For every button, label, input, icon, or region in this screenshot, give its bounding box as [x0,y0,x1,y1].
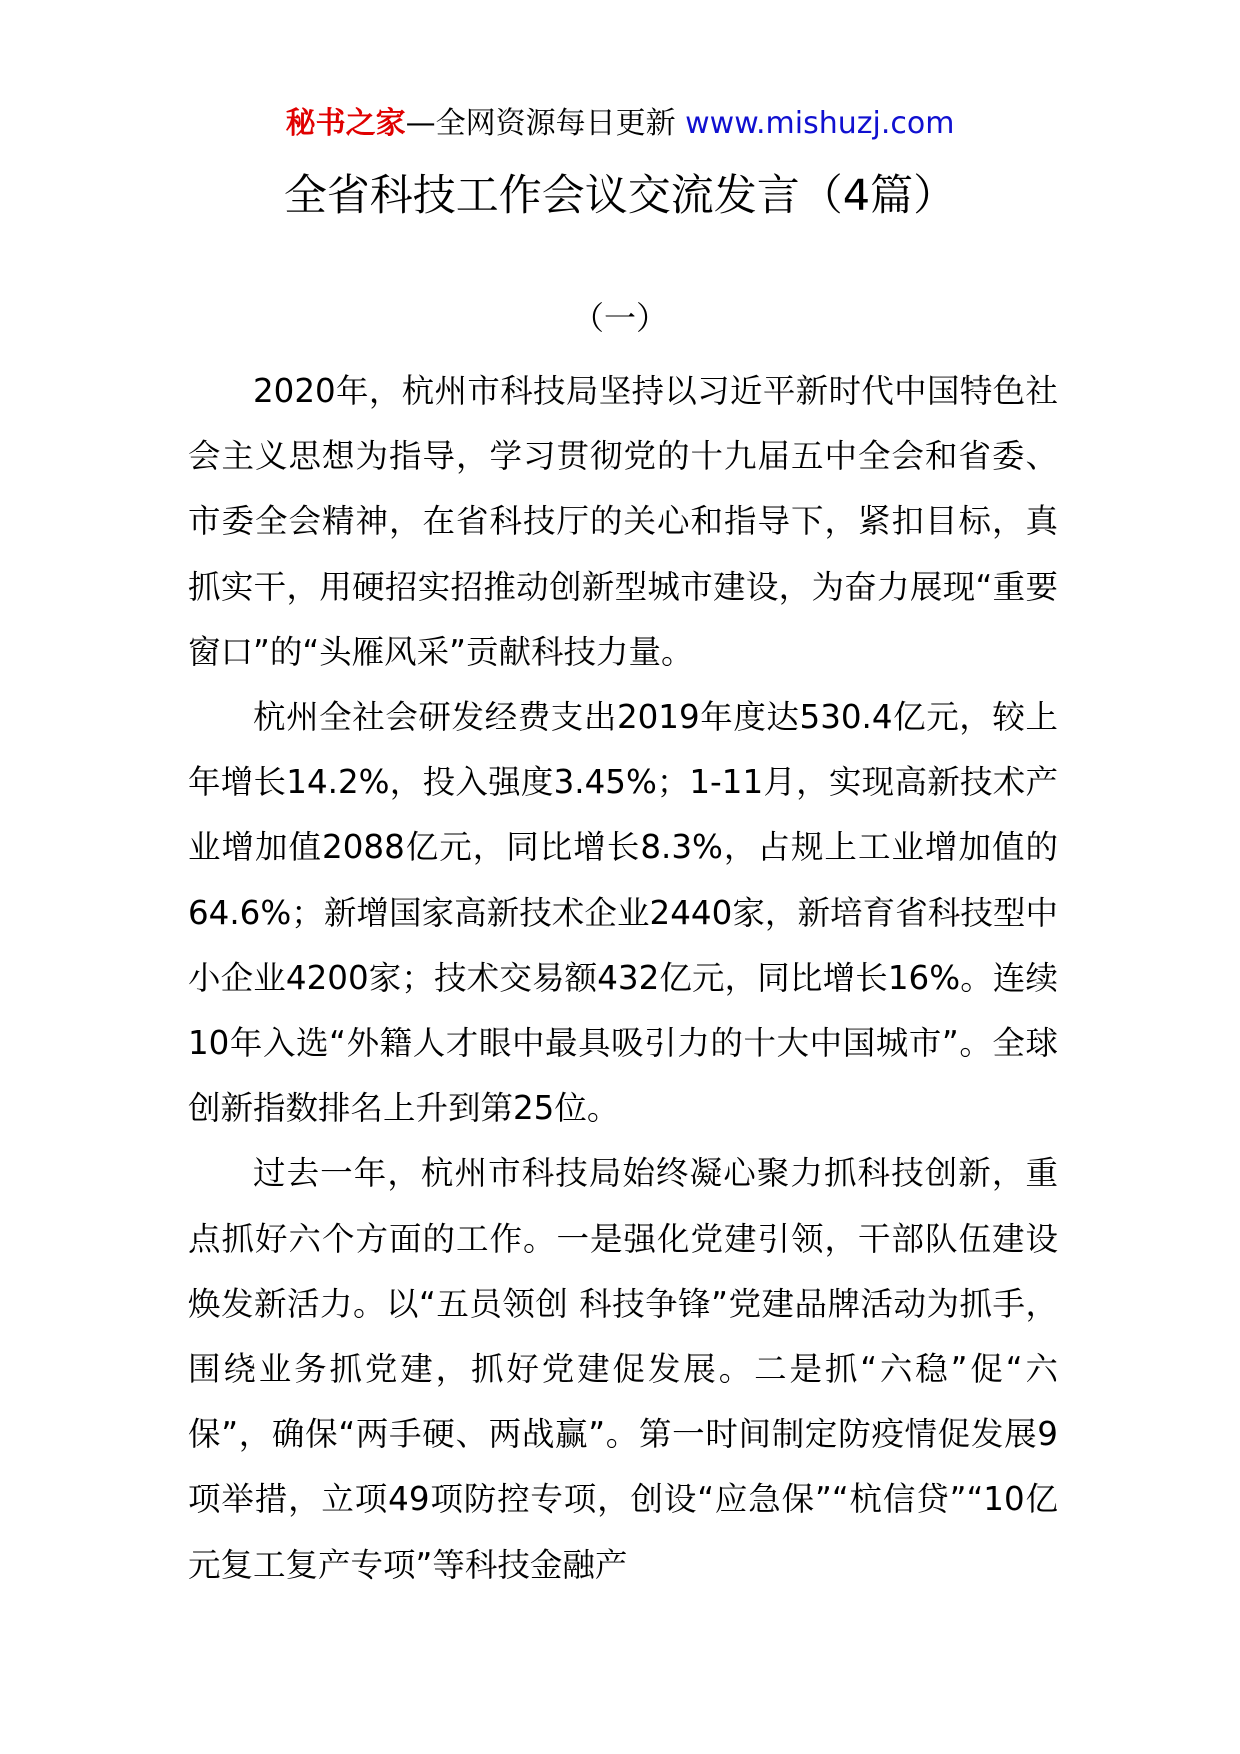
document-title: 全省科技工作会议交流发言（4篇） [283,171,957,221]
site-header [0,102,1240,146]
site-url-link[interactable]: www.mishuzj.com [685,106,955,141]
header-tagline: —全网资源每日更新 [405,106,686,141]
paragraph-2: 杭州全社会研发经费支出2019年度达530.4亿元，较上年增长14.2%，投入强度3.45%；1-11月，实现高新技术产业增加值2088亿元，同比增长8.3%，占规上工业增加值的64.6%；新增国家高新技术企业2440家，新培育省科技型中小企业4200家；技术交易额432亿元，同比增长16%。连续10年入选“外籍人才眼中最具吸引力的十大中国城市”。全球创新指数排名上升到第25位。 [188,698,1058,1128]
document-body [188,359,1058,1598]
paragraph-1: 2020年，杭州市科技局坚持以习近平新时代中国特色社会主义思想为指导，学习贯彻党的十九届五中全会和省委、市委全会精神，在省科技厅的关心和指导下，紧扣目标，真抓实干，用硬招实招推动创新型城市建设，为奋力展现“重要窗口”的“头雁风采”贡献科技力量。 [188,372,1058,671]
paragraph-3: 过去一年，杭州市科技局始终凝心聚力抓科技创新，重点抓好六个方面的工作。一是强化党建引领，干部队伍建设焕发新活力。以“五员领创 科技争锋”党建品牌活动为抓手，围绕业务抓党建，抓好党建促发展。二是抓“六稳”促“六保”，确保“两手硬、两战赢”。第一时间制定防疫情促发展9项举措，立项49项防控专项，创设“应急保”“杭信贷”“10亿元复工复产专项”等科技金融产 [188,1154,1058,1584]
section-number: （一） [571,299,668,337]
brand-name: 秘书之家 [285,106,406,141]
